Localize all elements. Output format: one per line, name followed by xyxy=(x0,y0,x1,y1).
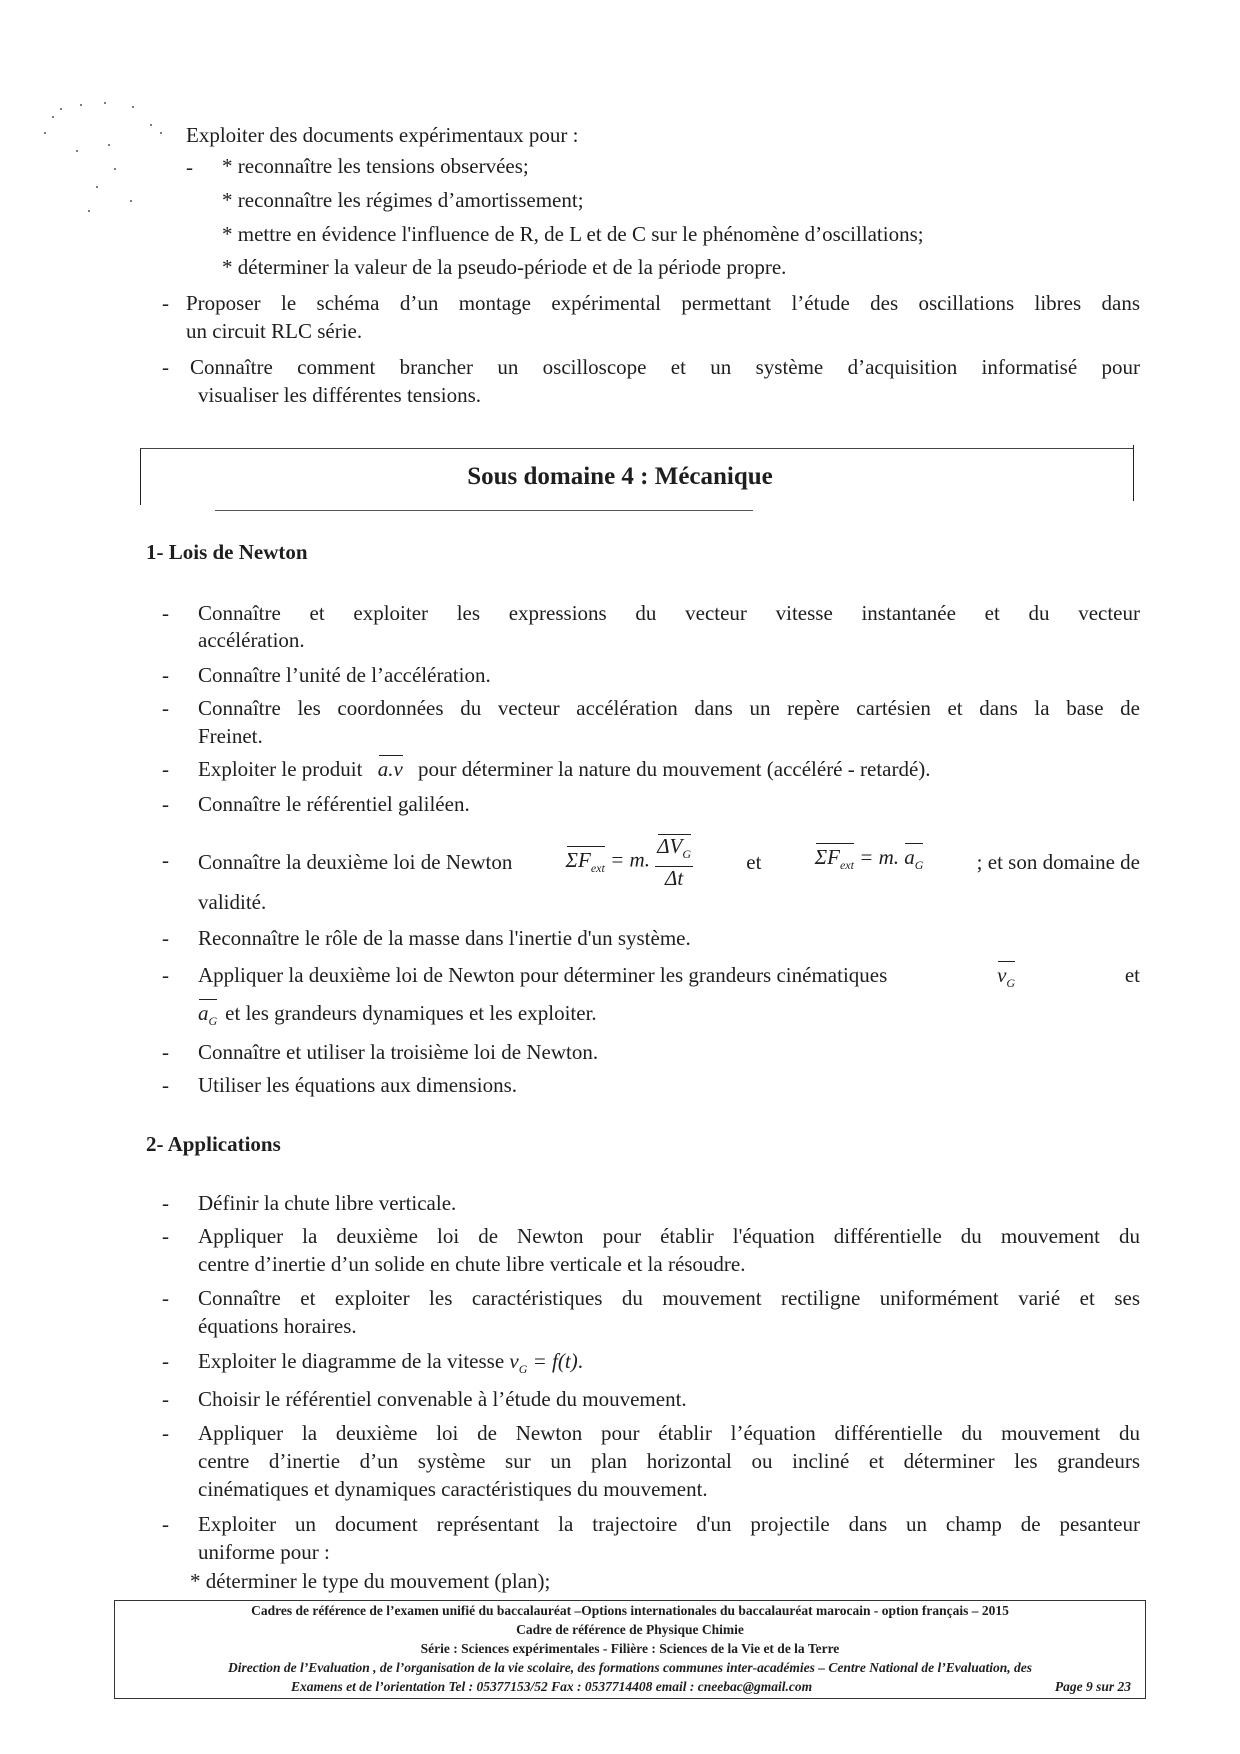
list-item-product xyxy=(198,756,931,783)
list-item: Connaître comment brancher un oscilloscope et un système d’acquisition informatisé pour xyxy=(190,355,1140,379)
connector-text: et xyxy=(1124,963,1140,987)
delta-t: Δt xyxy=(665,865,684,890)
list-item-continuation: centre d’inertie d’un solide en chute libre verticale et la résoudre. xyxy=(198,1252,746,1276)
dot-product-formula: a.v xyxy=(377,757,403,781)
list-item-kinematics xyxy=(198,962,1140,997)
subscript: G xyxy=(208,1014,218,1029)
heading-newton: 1- Lois de Newton xyxy=(146,540,308,564)
list-item: Reconnaître le rôle de la masse dans l'inertie d'un système. xyxy=(198,926,691,950)
footer-line: Examens et de l’orientation Tel : 05377153/52 Fax : 0537714408 email : cneebac@gmail.com xyxy=(291,1679,813,1694)
list-item: Connaître et utiliser la troisième loi de Newton. xyxy=(198,1040,599,1064)
list-item: Utiliser les équations aux dimensions. xyxy=(198,1073,518,1097)
dash-marker: - xyxy=(162,792,169,816)
list-item: Proposer le schéma d’un montage expérimental permettant l’étude des oscillations libres dans xyxy=(186,291,1140,315)
item-text: Appliquer la deuxième loi de Newton pour déterminer les grandeurs cinématiques xyxy=(198,963,888,987)
item-text: Connaître la deuxième loi de Newton xyxy=(198,849,513,874)
dash-marker: - xyxy=(162,1387,169,1411)
sub-item: * déterminer la valeur de la pseudo-période et de la période propre. xyxy=(222,255,787,279)
list-item-continuation: uniforme pour : xyxy=(198,1540,330,1564)
list-item: Connaître et exploiter les caractéristiques du mouvement rectiligne uniformément varié et ses xyxy=(198,1286,1140,1310)
heading-applications: 2- Applications xyxy=(146,1132,281,1156)
sub-item: * mettre en évidence l'influence de R, de L et de C sur le phénomène d’oscillations; xyxy=(222,222,924,246)
list-item: Exploiter un document représentant la trajectoire d'un projectile dans un champ de pesanteur xyxy=(198,1512,1140,1536)
fraction xyxy=(655,835,693,888)
item-text: Exploiter le diagramme de la vitesse xyxy=(198,1349,505,1373)
list-item: Connaître l’unité de l’accélération. xyxy=(198,663,491,687)
dash-marker: - xyxy=(162,355,169,379)
list-item: Appliquer la deuxième loi de Newton pour établir l’équation différentielle du mouvement du xyxy=(198,1421,1140,1445)
sub-item: * déterminer le type du mouvement (plan); xyxy=(190,1569,551,1593)
list-item-continuation: accélération. xyxy=(198,628,305,652)
list-item: Définir la chute libre verticale. xyxy=(198,1191,457,1215)
list-item-continuation xyxy=(198,1000,597,1035)
delta-v: ΔV xyxy=(657,834,683,859)
dash-marker: - xyxy=(162,926,169,950)
list-item-continuation: Freinet. xyxy=(198,724,263,748)
footer-line: Cadres de référence de l’examen unifié du baccalauréat –Options internationales du baccalauréat marocain - option français – 2015 xyxy=(251,1603,1009,1618)
sum-force: ΣF xyxy=(565,847,591,872)
dash-marker: - xyxy=(162,601,169,625)
dash-marker: - xyxy=(162,1286,169,1310)
second-law-formula-1 xyxy=(566,835,693,888)
list-item-continuation: validité. xyxy=(198,890,267,914)
velocity-symbol xyxy=(997,962,1015,997)
page-number: Page 9 sur 23 xyxy=(1054,1679,1131,1694)
symbol: v xyxy=(509,1349,519,1373)
dash-marker: - xyxy=(186,155,193,179)
list-item-continuation: équations horaires. xyxy=(198,1314,357,1338)
dash-marker: - xyxy=(162,757,169,781)
dash-marker: - xyxy=(162,963,169,987)
item-text: pour déterminer la nature du mouvement (accéléré - retardé). xyxy=(418,757,931,781)
list-item-second-law xyxy=(198,832,1140,892)
second-law-formula-2 xyxy=(815,844,924,879)
item-text: et les grandeurs dynamiques et les exploiter. xyxy=(225,1001,597,1025)
dash-marker: - xyxy=(162,1512,169,1536)
footer-line: Direction de l’Evaluation , de l’organisation de la vie scolaire, des formations communes inter-académies – Centre National de l’Evaluation, des xyxy=(228,1660,1032,1675)
list-item-continuation: centre d’inertie d’un système sur un plan horizontal ou incliné et déterminer les grandeurs xyxy=(198,1449,1140,1473)
dash-marker: - xyxy=(162,1421,169,1445)
dash-marker: - xyxy=(162,1191,169,1215)
subscript: G xyxy=(1006,976,1016,991)
acceleration: a xyxy=(904,845,915,870)
equals-mass: = m. xyxy=(610,847,650,872)
subscript: ext xyxy=(839,858,854,873)
dash-marker: - xyxy=(162,1073,169,1097)
subscript: ext xyxy=(590,861,605,875)
function-text: = f(t) xyxy=(527,1349,578,1373)
velocity-function xyxy=(509,1349,578,1377)
dash-marker: - xyxy=(162,291,169,315)
list-item-continuation: visualiser les différentes tensions. xyxy=(198,383,482,407)
dash-marker: - xyxy=(162,696,169,720)
subscript: G xyxy=(914,858,924,873)
sub-item: * reconnaître les régimes d’amortissement; xyxy=(222,188,584,212)
item-text: ; et son domaine de xyxy=(976,849,1140,874)
dash-marker: - xyxy=(162,1224,169,1248)
symbol: a xyxy=(198,1001,209,1025)
intro-text: Exploiter des documents expérimentaux pour : xyxy=(186,123,579,147)
list-item-velocity-diagram xyxy=(198,1348,583,1383)
equals-mass: = m. xyxy=(859,845,900,870)
subscript: G xyxy=(682,847,692,862)
sum-force: ΣF xyxy=(814,845,840,870)
sub-item: * reconnaître les tensions observées; xyxy=(222,154,529,178)
list-item: Connaître les coordonnées du vecteur accélération dans un repère cartésien et dans la base de xyxy=(198,696,1140,720)
symbol: v xyxy=(997,963,1007,987)
dash-marker: - xyxy=(162,663,169,687)
connector-text: et xyxy=(746,849,762,874)
dash-marker: - xyxy=(162,1040,169,1064)
list-item-continuation: cinématiques et dynamiques caractéristiques du mouvement. xyxy=(198,1477,708,1501)
list-item-continuation: un circuit RLC série. xyxy=(186,319,363,343)
footer-line: Série : Sciences expérimentales - Filière : Sciences de la Vie et de la Terre xyxy=(420,1641,840,1656)
subscript: G xyxy=(518,1362,528,1377)
dash-marker: - xyxy=(162,848,169,872)
list-item: Connaître le référentiel galiléen. xyxy=(198,792,470,816)
item-text: Exploiter le produit xyxy=(198,757,363,781)
section-title: Sous domaine 4 : Mécanique xyxy=(467,463,773,490)
item-text: . xyxy=(577,1349,583,1373)
page-footer xyxy=(114,1600,1146,1699)
list-item: Appliquer la deuxième loi de Newton pour établir l'équation différentielle du mouvement du xyxy=(198,1224,1140,1248)
list-item: Connaître et exploiter les expressions du vecteur vitesse instantanée et du vecteur xyxy=(198,601,1140,625)
dash-marker: - xyxy=(162,1349,169,1373)
footer-line: Cadre de référence de Physique Chimie xyxy=(516,1622,744,1637)
list-item: Choisir le référentiel convenable à l’étude du mouvement. xyxy=(198,1387,687,1411)
acceleration-symbol xyxy=(198,1000,217,1035)
